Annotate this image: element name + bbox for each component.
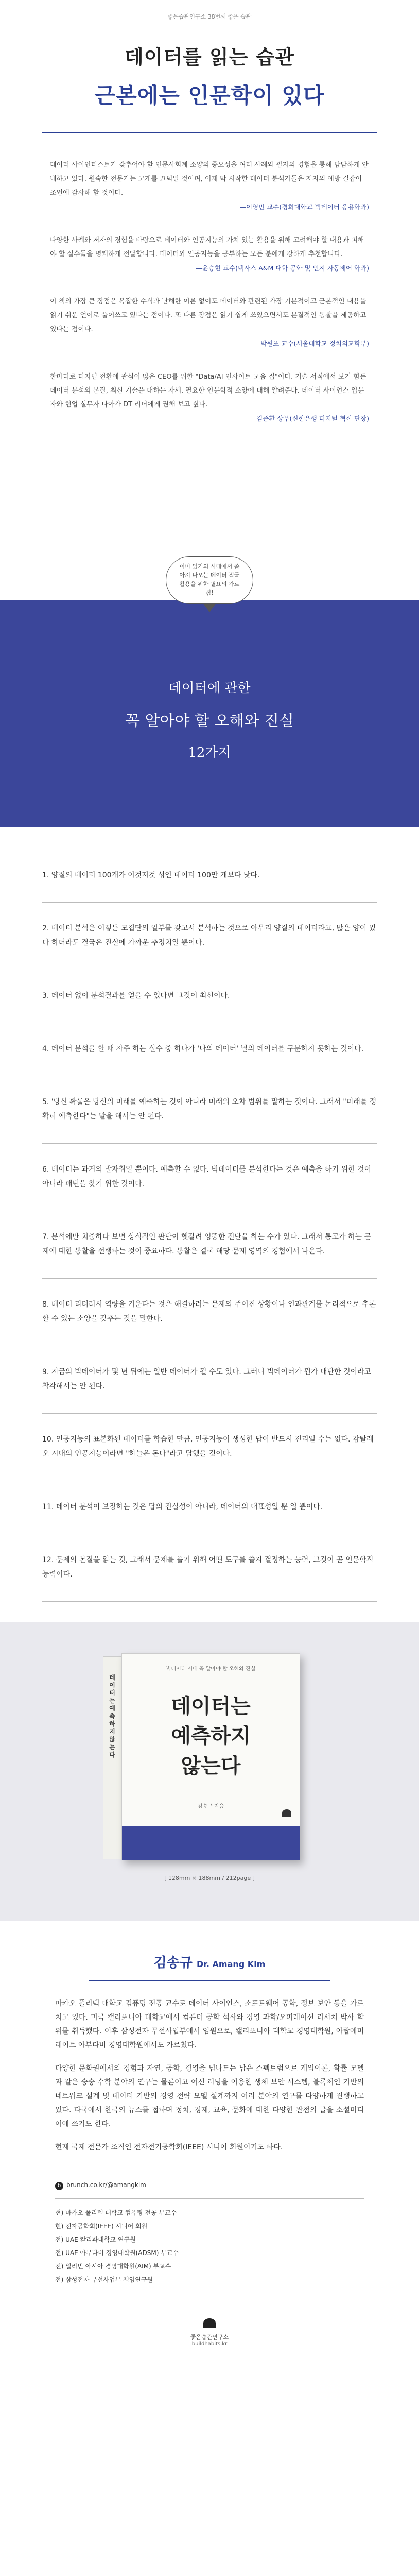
credential-item: 전) UAE 아부다비 경영대학원(ADSM) 부교수	[55, 2249, 179, 2257]
review-item	[50, 233, 369, 275]
footer-line1: 좋은습관연구소	[190, 2334, 229, 2341]
brunch-link[interactable]	[55, 2181, 364, 2190]
list-item: 4. 데이터 분석을 할 때 자주 하는 실수 중 하나가 '나의 데이터' 널의 데이터를 구분하지 못하는 것이다.	[42, 1045, 364, 1053]
review-text: 데이터 사이언티스트가 갖추어야 할 인문사회계 소양의 중요성을 여러 사례와 필자의 경험을 통해 담담하게 안내하고 있다. 원숙한 전문가는 고개를 끄덕일 것이며, 이제 막 시작한 데이터 분석가들은 저자의 예방 길잡이 조언에 감사해 할 것이다.	[50, 161, 369, 197]
credential-item: 전) UAE 칼리파대학교 연구원	[55, 2236, 136, 2243]
headline-line2: 근본에는 인문학이 있다	[94, 83, 325, 108]
credentials-list	[55, 2206, 364, 2286]
list-divider	[42, 1278, 377, 1279]
publisher-logo-icon	[282, 1809, 291, 1817]
review-list	[50, 158, 369, 426]
list-item: 3. 데이터 없이 분석결과를 얻을 수 있다면 그것이 최선이다.	[42, 992, 230, 1000]
credential-item: 현) 마카오 폴리텍 대학교 컴퓨팅 전공 부교수	[55, 2209, 177, 2216]
book-author: 김송규 지음	[197, 1804, 224, 1809]
truths-banner	[0, 600, 419, 827]
credential-item: 전) 일리빈 아시아 경영대학원(AIM) 부교수	[55, 2263, 171, 2270]
list-item: 11. 데이터 분석이 보장하는 것은 답의 진실성이 아니라, 데이터의 대표성일 뿐 일 뿐이다.	[42, 1503, 323, 1511]
book-cover-band	[122, 1826, 300, 1860]
author-name-kr: 김송규	[153, 1955, 193, 1971]
footer-logo-icon	[203, 2318, 216, 2328]
list-item: 8. 데이터 리터러시 역량을 키운다는 것은 해결하려는 문제의 주어진 상황이나 인과관계를 논리적으로 추론할 수 있는 소양을 갖추는 것을 말한다.	[42, 1300, 376, 1323]
author-bio: 마카오 폴리텍 대학교 컴퓨팅 전공 교수로 데이터 사이언스, 소프트웨어 공학, 정보 보안 등을 가르치고 있다. 미국 캘리포니아 대학교에서 컴퓨터 공학 석사와 경영 과학/오퍼레이션 리서치 박사 학위를 취득했다. 이후 삼성전자 무선사업부에서 임원으로, 캘리포니아 대학교 경영대학원, 아랍에미레이트 아부다비 경영대학원에서도 가르쳤다.	[55, 1999, 364, 2049]
list-item: 9. 지금의 빅데이터가 몇 년 뒤에는 일반 데이터가 될 수도 있다. 그러니 빅데이터가 뭔가 대단한 것이라고 착각해서는 안 된다.	[42, 1368, 372, 1391]
list-item: 1. 양질의 데이터 100개가 이것저것 섞인 데이터 100만 개보다 낫다.	[42, 871, 260, 879]
review-by: —이영민 교수(경희대학교 빅데이터 응용학과)	[239, 203, 369, 211]
credential-item: 전) 삼성전자 무선사업부 책임연구원	[55, 2276, 153, 2283]
book-spec: [ 128mm × 188mm / 212page ]	[164, 1875, 255, 1882]
list-item: 12. 문제의 본질을 읽는 것, 그래서 문제를 풀기 위해 어떤 도구를 쓸지 결정하는 능력, 그것이 곧 인문학적 능력이다.	[42, 1556, 374, 1579]
book-spine-text: 데이터는 예측하지 않는다	[109, 1674, 115, 1758]
speech-bubble	[166, 556, 253, 612]
list-divider	[42, 902, 377, 903]
headline-divider	[42, 132, 377, 133]
brunch-icon: b	[55, 2182, 63, 2190]
speech-bubble-text: 이미 읽기의 시대에서 쏟 아져 나오는 데이터 적극 활용을 위한 필요의 가르 침!	[166, 556, 253, 604]
book-cover	[121, 1653, 300, 1860]
intro-section	[0, 0, 419, 600]
footer-logo	[55, 2318, 364, 2347]
review-item	[50, 295, 369, 350]
credentials-divider	[55, 2198, 364, 2199]
banner-line2: 꼭 알아야 할 오해와 진실	[125, 712, 294, 730]
review-text: 다양한 사례와 저자의 경험을 바탕으로 데이터와 인공지능의 가치 있는 활용을 위해 고려해야 할 내용과 피해야 할 실수들을 명쾌하게 전달합니다. 데이터와 인공지능을 공부하는 모든 분에게 강하게 추천합니다.	[50, 236, 364, 258]
review-by: —김준환 상무(신한은행 디지털 혁신 단장)	[250, 415, 369, 422]
review-text: 이 책의 가장 큰 장점은 복잡한 수식과 난해한 이론 없이도 데이터와 관련된 가장 기본적이고 근본적인 내용을 읽기 쉬운 언어로 풀어쓰고 있다는 점이다. 또 다른 장점은 읽기 쉽게 쓰였으면서도 본질적인 통찰을 제공하고 있다는 점이다.	[50, 298, 366, 333]
book-title: 데이터는 예측하지 않는다	[171, 1694, 251, 1778]
review-text: 한마디로 디지털 전환에 관심이 많은 CEO를 위한 "Data/AI 인사이트 모음 집"이다. 기술 서적에서 보기 힘든 데이터 분석의 본질, 최신 기술을 대하는 자세, 필요한 인문학적 소양에 대해 알려준다. 데이터 사이언스 입문자와 현업 실무자 나아가 DT 리더에게 권해 보고 싶다.	[50, 373, 366, 409]
review-by: —윤승현 교수(텍사스 A&M 대학 공학 및 인지 자동제어 학과)	[196, 264, 369, 272]
author-bio: 다양한 문화권에서의 경험과 자연, 공학, 경영을 넘나드는 남은 스펙트럼으로 게임이론, 확률 모델과 같은 숭숭 수학 분야의 연구는 물론이고 여신 러닝을 이용한 생체 보안 시스템, 블록체인 기반의 네트워크 설계 및 데이터 기반의 경영 전략 모델 설계까지 여러 분야의 연구를 다양하게 진행하고 있다. 타국에서 한국의 뉴스를 접하며 정치, 경제, 교육, 문화에 대한 다양한 관점의 글을 소셜미디어에 쓰기도 한다.	[55, 2064, 364, 2128]
brunch-url: brunch.co.kr/@amangkim	[66, 2181, 146, 2189]
review-by: —박원표 교수(서울대학교 정치외교학부)	[254, 340, 369, 347]
list-item: 5. '당신 확률은 당신의 미래를 예측하는 것이 아니라 미래의 오차 범위를 말하는 것이다. 그래서 "미래를 정확히 예측한다"는 말을 해서는 안 된다.	[42, 1098, 377, 1121]
author-divider	[89, 1980, 330, 1981]
list-divider	[42, 1143, 377, 1144]
list-divider	[42, 1601, 377, 1602]
author-name-en: Dr. Amang Kim	[197, 1959, 266, 1969]
headline	[0, 41, 419, 110]
truths-list	[42, 868, 377, 1602]
book-cover-area	[0, 1622, 419, 1921]
list-divider	[42, 1413, 377, 1414]
review-item	[50, 158, 369, 214]
publisher-note: 좋은습관연구소 38번째 좋은 습관	[167, 13, 252, 20]
speech-bubble-tail	[202, 603, 217, 612]
banner-line1: 데이터에 관한	[168, 681, 251, 696]
banner-line3: 12가지	[188, 745, 231, 760]
footer-line2: buildhabits.kr	[191, 2341, 228, 2347]
review-item	[50, 370, 369, 426]
author-section	[55, 1952, 364, 2347]
headline-line1: 데이터를 읽는 습관	[124, 46, 295, 69]
list-item: 6. 데이터는 과거의 발자취일 뿐이다. 예측할 수 없다. 빅데이터를 분석한다는 것은 예측을 하기 위한 것이 아니라 패턴을 찾기 위한 것이다.	[42, 1165, 372, 1188]
list-item: 7. 분석에만 치중하다 보면 상식적인 판단이 헷갈려 엉뚱한 진단을 하는 수가 있다. 그래서 통고가 하는 문제에 대한 통찰을 선행하는 것이 중요하다. 통찰은 결국 해당 문제 영역의 경험에서 나온다.	[42, 1233, 372, 1256]
author-bio: 현재 국제 전문가 조직인 전자전기공학회(IEEE) 시니어 회원이기도 하다.	[55, 2143, 283, 2151]
author-name	[55, 1952, 364, 1971]
list-item: 2. 데이터 분석은 어떻든 모집단의 일부를 갖고서 분석하는 것으로 아무리 양질의 데이터라고, 많은 양이 있다 하더라도 결국은 진실에 가까운 추정치일 뿐이다.	[42, 924, 376, 947]
book-tagline: 빅데이터 시대 꼭 알아야 할 오해와 진실	[166, 1666, 256, 1672]
list-item: 10. 인공지능의 표본화된 데이터를 학습한 만큼, 인공지능이 생성한 답이 반드시 진리일 수는 없다. 감탈레오 시대의 인공지능이라면 "하늘은 돈다"라고 답했을 것이다.	[42, 1435, 374, 1458]
credential-item: 현) 전자공학회(IEEE) 시니어 회원	[55, 2223, 148, 2230]
